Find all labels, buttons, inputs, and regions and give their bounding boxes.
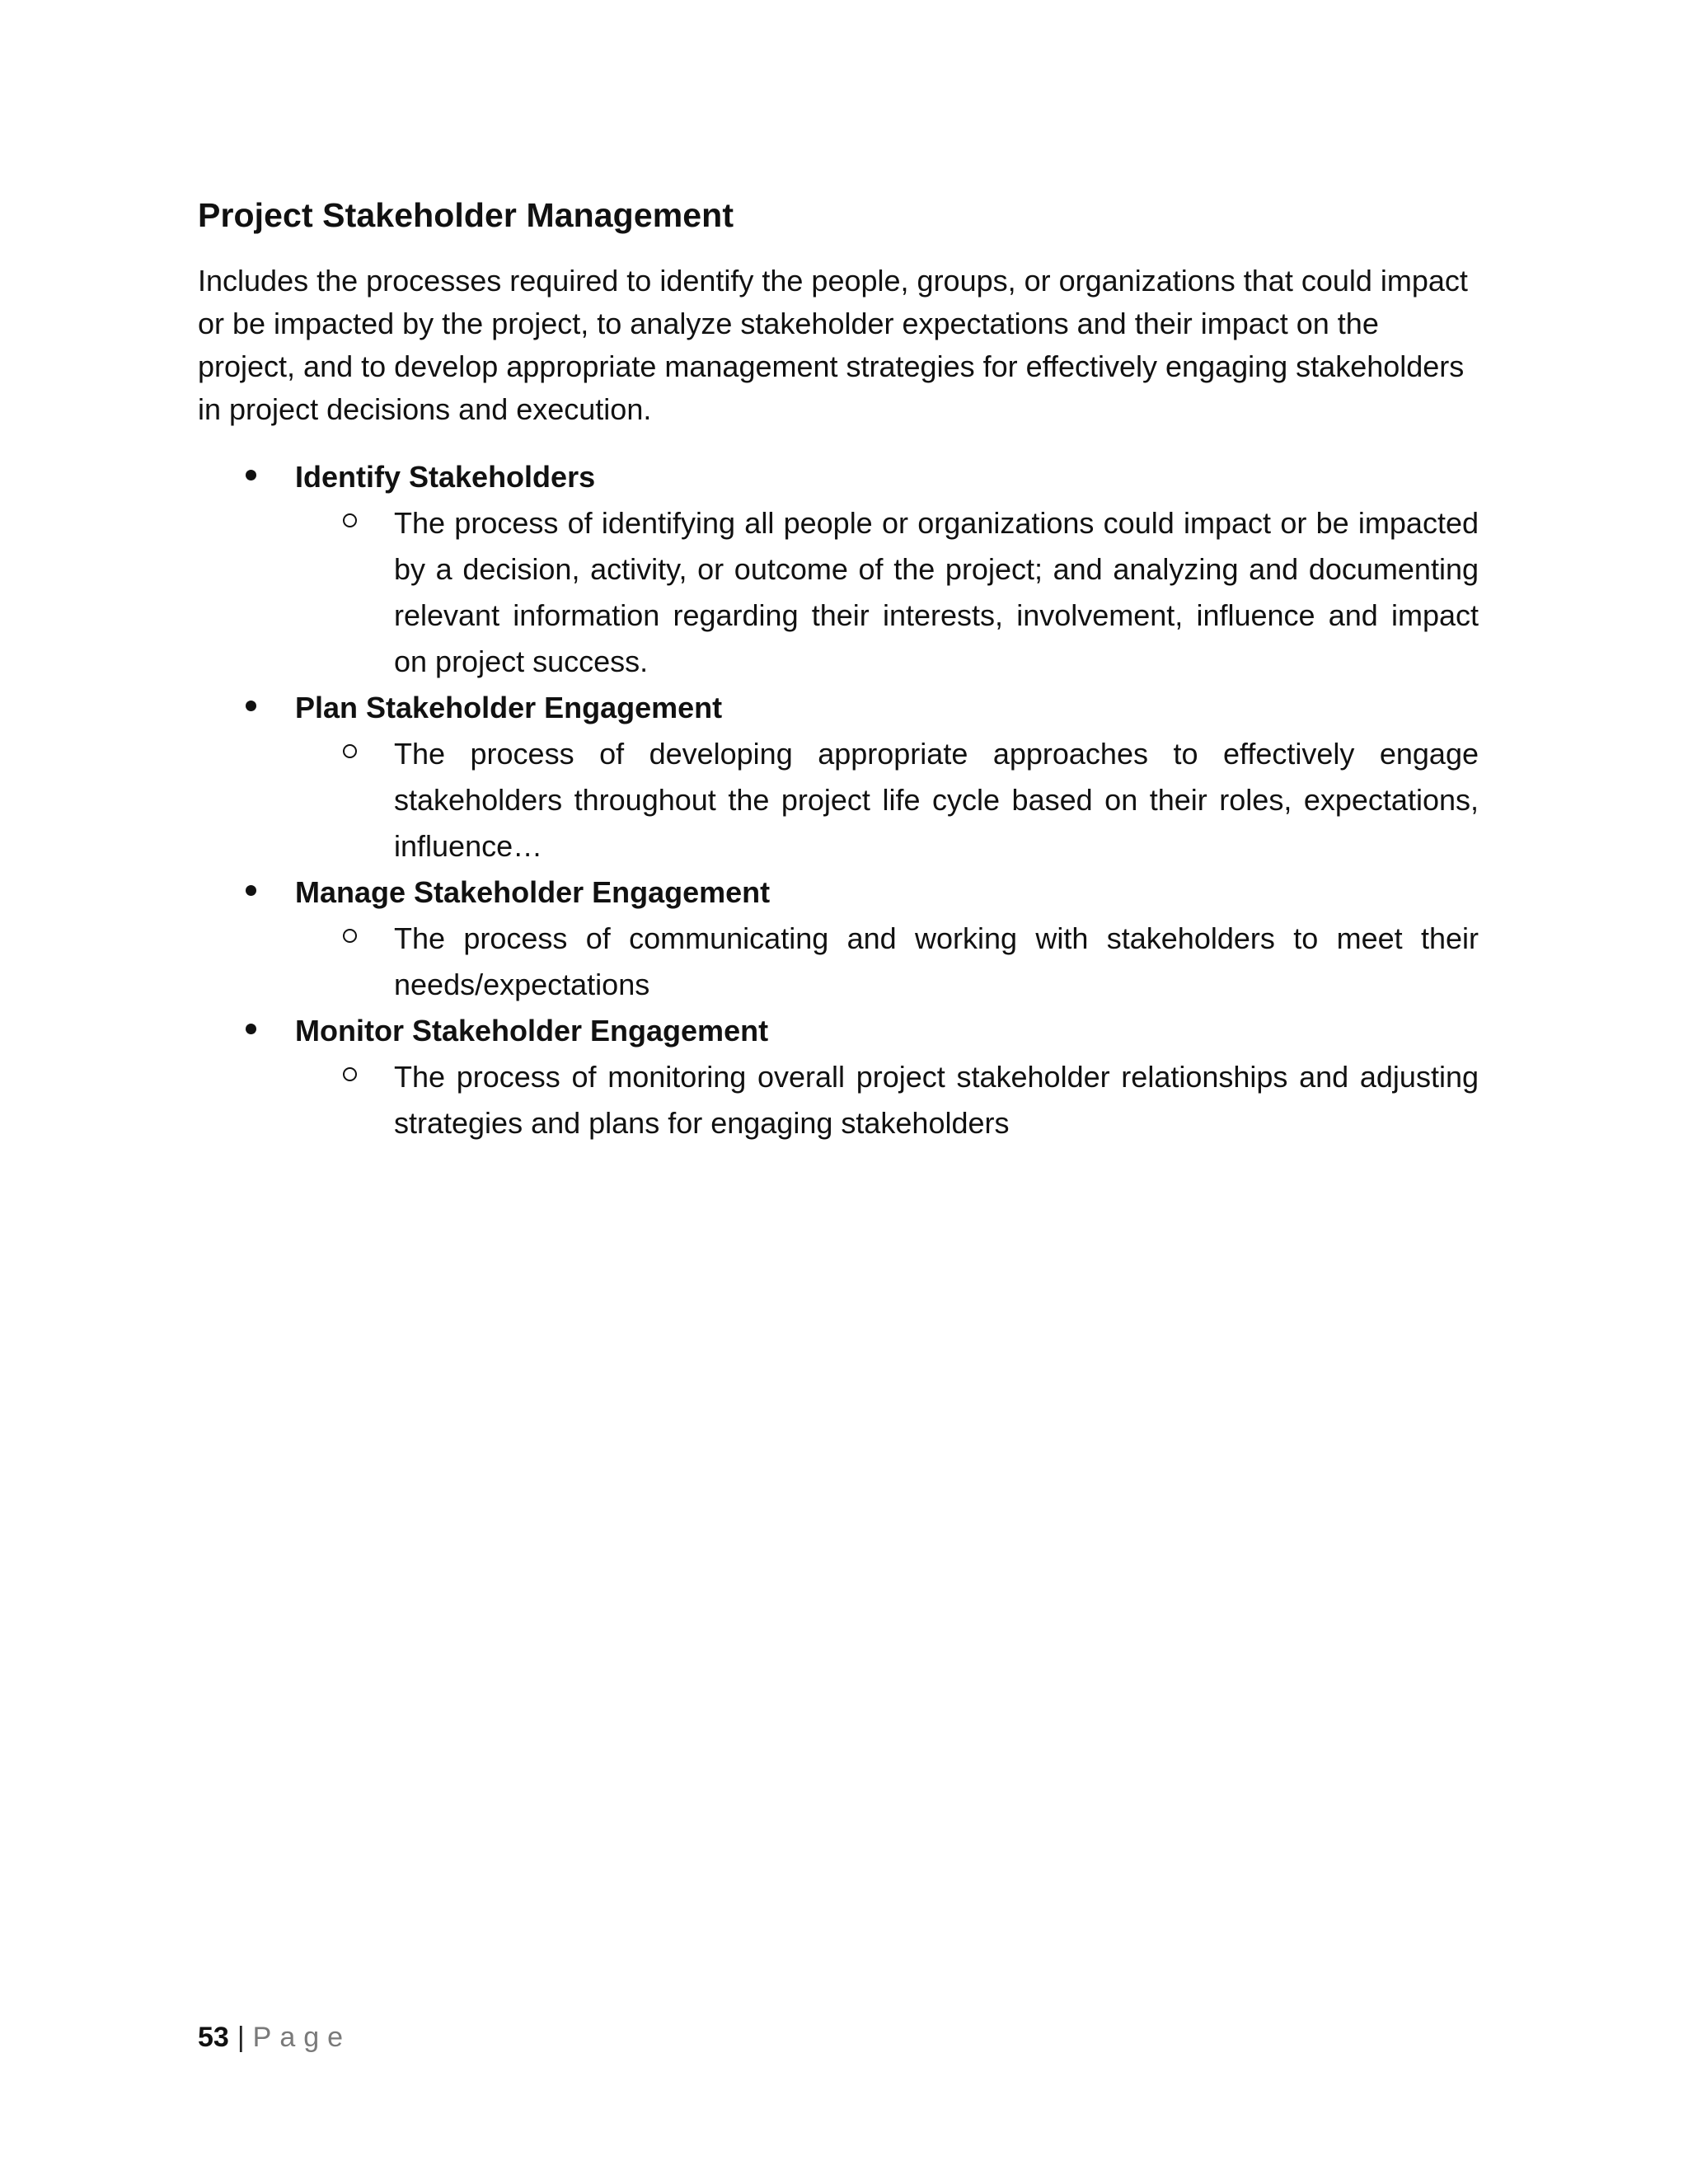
process-item-monitor-stakeholder-engagement	[198, 1008, 1484, 1146]
process-item-manage-stakeholder-engagement	[198, 869, 1484, 1008]
page-content	[198, 194, 1484, 1146]
process-item-plan-stakeholder-engagement	[198, 685, 1484, 869]
section-intro: Includes the processes required to identify the people, groups, or organizations that could impact or be impacted by the project, to analyze stakeholder expectations and their impact on the project, and to develop appropriate management strategies for effectively engaging stakeholders in project decisions and execution.	[198, 264, 1468, 427]
process-description-list	[295, 916, 1484, 1008]
process-description-list	[295, 731, 1484, 869]
process-description-item	[295, 916, 1484, 1008]
hollow-bullet-icon	[343, 1067, 357, 1081]
process-name: Manage Stakeholder Engagement	[295, 875, 771, 910]
footer-separator: |	[237, 2022, 245, 2053]
process-description-item	[295, 1054, 1484, 1146]
filled-bullet-icon	[246, 470, 256, 480]
section-title: Project Stakeholder Management	[198, 196, 734, 234]
process-description: The process of identifying all people or organizations could impact or be impacted by a decision, activity, or outcome of the project; and analyzing and documenting relevant information regarding their interests, involvement, influence and impact on project success.	[394, 506, 1479, 679]
process-description-list	[295, 500, 1484, 685]
filled-bullet-icon	[246, 1024, 256, 1034]
process-description: The process of monitoring overall project stakeholder relationships and adjusting strategies and plans for engaging stakeholders	[394, 1060, 1479, 1141]
page-label: Page	[252, 2022, 352, 2053]
process-name: Plan Stakeholder Engagement	[295, 691, 723, 725]
filled-bullet-icon	[246, 885, 256, 896]
process-item-identify-stakeholders	[198, 454, 1484, 685]
hollow-bullet-icon	[343, 929, 357, 943]
hollow-bullet-icon	[343, 513, 357, 527]
process-description-list	[295, 1054, 1484, 1146]
process-name: Monitor Stakeholder Engagement	[295, 1014, 769, 1048]
process-description: The process of communicating and working with stakeholders to meet their needs/expectations	[394, 921, 1479, 1002]
process-description-item	[295, 731, 1484, 869]
process-description: The process of developing appropriate approaches to effectively engage stakeholders throughout the project life cycle based on their roles, expectations, influence…	[394, 737, 1479, 864]
hollow-bullet-icon	[343, 744, 357, 758]
filled-bullet-icon	[246, 701, 256, 711]
process-name: Identify Stakeholders	[295, 460, 596, 494]
page-number: 53	[198, 2022, 229, 2053]
page-footer	[198, 2018, 351, 2057]
process-description-item	[295, 500, 1484, 685]
process-list	[198, 454, 1484, 1146]
